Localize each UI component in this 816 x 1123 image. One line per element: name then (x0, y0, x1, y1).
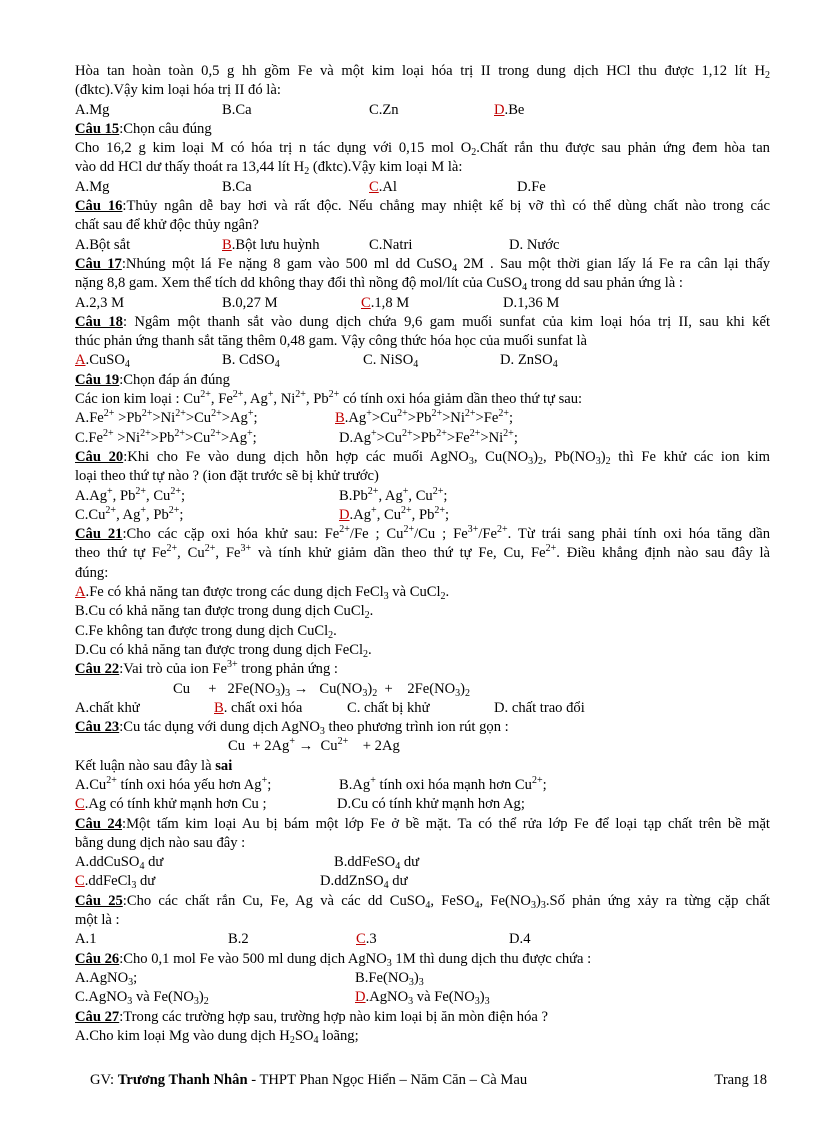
q21-option-b: B.Cu có khả năng tan được trong dung dịch CuCl$_2$. (75, 603, 374, 622)
q21-text-3: đúng: (75, 564, 109, 581)
footer-teacher: Trương Thanh Nhân (117, 1072, 248, 1088)
q24-options-cd: C.ddFeCl$_3$ dư D.ddZnSO$_4$ dư (75, 873, 408, 892)
q18-text-2: thúc phản ứng thanh sắt tăng thêm 0,48 gam. Vậy công thức hóa học của muối sunfat là (75, 333, 588, 350)
answer-marker: B (222, 236, 232, 253)
q15-heading: Câu 15:Chọn câu đúng (75, 120, 212, 137)
answer-marker: C (75, 873, 85, 890)
q17-text-2: nặng 8,8 gam. Xem thể tích dd không thay đổi thì nồng độ mol/lít của CuSO$_4$ trong dd sau phản ứng là : (75, 275, 683, 294)
footer-label: GV: (90, 1072, 118, 1088)
q22-equation: Cu + $2Fe(NO_3)_3 \to Cu(NO_3)_2$ + $2Fe(NO_3)_2$ (173, 680, 471, 699)
answer-marker: D (339, 506, 350, 523)
answer-marker: B (335, 410, 345, 427)
q24-text-2: bằng dung dịch nào sau đây : (75, 834, 246, 851)
q21-text-2: theo thứ tự $Fe^{2+}$, $Cu^{2+}$, $Fe^{3+}$ và tính khử giảm dần theo thứ tự Fe, Cu, $Fe^{2+}$. Điều khẳng định nào sau đây là (75, 543, 771, 562)
q27-option-a: A.Cho kim loại Mg vào dung dịch $H_2SO_4$ loãng; (75, 1027, 359, 1046)
q23-equation: $Cu + 2Ag^+ \to Cu^{2+}$ + 2Ag (228, 736, 400, 755)
q23-options-ab: $A.Cu^{2+}$ tính oxi hóa yếu hơn Ag+; B.Ag+ tính oxi hóa mạnh hơn $Cu^{2+}$; (75, 774, 547, 793)
q17-options: A.2,3 M B.0,27 M C.1,8 M D.1,36 M (75, 294, 560, 311)
q23-text: Câu 23:Cu tác dụng với dung dịch AgNO$_3$ theo phương trình ion rút gọn : (75, 719, 509, 738)
answer-marker: D (494, 101, 505, 118)
q20-text-2: loại theo thứ tự nào ? (ion đặt trước sẽ bị khử trước) (75, 468, 379, 485)
q20-text: Câu 20:Khi cho Fe vào dung dịch hỗn hợp các muối AgNO$_3$, $Cu(NO_3)_2$, $Pb(NO_3)_2$ thì Fe khử các ion kim (75, 448, 770, 467)
q25-text: Câu 25:Cho các chất rắn Cu, Fe, Ag và các dd CuSO$_4$, FeSO$_4$, $Fe(NO_3)_3.Số$ phản ứng xảy ra từng cặp chất (75, 892, 770, 911)
q25-options: A.1 B.2 C.3 D.4 (75, 931, 531, 948)
q19-heading: Câu 19:Chọn đáp án đúng (75, 371, 230, 388)
q22-options: A.chất khử B. chất oxi hóa C. chất bị khử D. chất trao đổi (75, 699, 585, 716)
q21-option-c: C.Fe không tan được trong dung dịch CuCl$_2$. (75, 622, 337, 641)
q21-option-a: A.Fe có khả năng tan được trong các dung dịch FeCl$_3$ và CuCl$_2$. (75, 584, 450, 603)
document-page (75, 62, 770, 1046)
answer-marker: A (75, 352, 86, 369)
q23-text-2: Kết luận nào sau đây là sai (75, 757, 233, 774)
answer-marker: A (75, 584, 86, 601)
q22-text: Câu 22:Vai trò của ion $Fe^{3+}$ trong phản ứng : (75, 659, 338, 678)
q20-options-ab: A.Ag+, $Pb^{2+}$, $Cu^{2+}$; $B.Pb^{2+}$, Ag+, $Cu^{2+}$; (75, 485, 448, 504)
q26-options-ab: A.AgNO$_3$; $B.Fe(NO_3)_3$ (75, 969, 424, 988)
footer-school: - THPT Phan Ngọc Hiển – Năm Căn – Cà Mau (247, 1072, 528, 1088)
page-footer (90, 1072, 767, 1092)
answer-marker: C (369, 178, 379, 195)
q19-options-cd: $C.Fe^{2+} >Ni^{2+}>Pb^{2+}>Cu^{2+}>Ag^+$; $D.Ag^+>Cu^{2+}>Pb^{2+}>Fe^{2+}>Ni^{2+}$; (75, 427, 518, 446)
q15-options: A.Mg B.Ca C.Al D.Fe (75, 178, 546, 195)
q19-text: Các ion kim loại : $Cu^{2+}$, $Fe^{2+}$, Ag+, $Ni^{2+}$, $Pb^{2+}$ có tính oxi hóa giảm dần theo thứ tự sau: (75, 389, 583, 408)
q16-text: Câu 16:Thủy ngân dễ bay hơi và rất độc. Nếu chẳng may nhiệt kế bị vỡ thì có thể dùng chất nào trong các (75, 198, 770, 215)
q26-text: Câu 26:Cho 0,1 mol Fe vào 500 ml dung dịch AgNO$_3$ 1M thì dung dịch thu được chứa : (75, 950, 592, 969)
answer-marker: C (75, 796, 85, 813)
answer-marker: C (356, 931, 366, 948)
q17-text: Câu 17:Nhúng một lá Fe nặng 8 gam vào 500 ml dd CuSO$_4$ 2M . Sau một thời gian lấy lá Fe ra cân lại thấy (75, 255, 770, 274)
q18-text: Câu 18: Ngâm một thanh sắt vào dung dịch chứa 9,6 gam muối sunfat của kim loại hóa trị II, sau khi kết (75, 313, 770, 330)
q21-text: Câu 21:Cho các cặp oxi hóa khử sau: $Fe^{2+}/Fe$ ; $Cu^{2+}/Cu$ ; $Fe^{3+}/Fe^{2+}$. Từ trái sang phải tính oxi hóa tăng dần (75, 524, 770, 543)
q26-options-cd: C.AgNO$_3$ và $Fe(NO_3)_2$ D.AgNO$_3$ và $Fe(NO_3)_3$ (75, 989, 490, 1008)
q25-text-2: một là : (75, 912, 120, 929)
q19-options-ab: $A.Fe^{2+} >Pb^{2+}>Ni^{2+}>Cu^{2+}>Ag^+$; $B.Ag^+>Cu^{2+}>Pb^{2+}>Ni^{2+}>Fe^{2+}$; (75, 408, 514, 427)
q14-text: Hòa tan hoàn toàn 0,5 g hh gồm Fe và một kim loại hóa trị II trong dung dịch HCl thu được 1,12 lít $H_2$ (75, 63, 770, 81)
q14-options: A.Mg B.Ca C.Zn D.Be (75, 101, 525, 118)
q24-text: Câu 24:Một tấm kim loại Au bị bám một lớp Fe ở bề mặt. Ta có thể rửa lớp Fe để loại tạp chất trên bề mặt (75, 815, 770, 832)
q16-text-2: chất sau để khử độc thủy ngân? (75, 217, 259, 234)
answer-marker: D (355, 989, 366, 1006)
answer-marker: B (214, 699, 224, 716)
page-number: Trang 18 (714, 1072, 767, 1088)
q21-option-d: D.Cu có khả năng tan được trong dung dịch FeCl$_2$. (75, 641, 372, 660)
q18-options: A.CuSO$_4$ B. CdSO$_4$ C. NiSO$_4$ D. ZnSO$_4$ (75, 352, 558, 371)
q24-options-ab: A.ddCuSO$_4$ dư B.ddFeSO$_4$ dư (75, 854, 420, 873)
q14-text-2: (đktc).Vậy kim loại hóa trị II đó là: (75, 82, 281, 99)
q15-text: Cho 16,2 g kim loại M có hóa trị n tác dụng với 0,15 mol $O_2.Chất$ rắn thu được sau phản ứng đem hòa tan (75, 140, 770, 159)
q27-text: Câu 27:Trong các trường hợp sau, trường hợp nào kim loại bị ăn mòn điện hóa ? (75, 1008, 548, 1025)
q16-options: A.Bột sắt B.Bột lưu huỳnh C.Natri D. Nước (75, 236, 560, 253)
q23-options-cd: C.Ag có tính khử mạnh hơn Cu ; D.Cu có tính khử mạnh hơn Ag; (75, 796, 525, 813)
q20-options-cd: $C.Cu^{2+}$, Ag+, $Pb^{2+}$; D.Ag+, $Cu^{2+}$, $Pb^{2+}$; (75, 504, 450, 523)
answer-marker: C (361, 294, 371, 311)
q15-text-2: vào dd HCl dư thấy thoát ra 13,44 lít $H_2$ (đktc).Vậy kim loại M là: (75, 159, 463, 178)
